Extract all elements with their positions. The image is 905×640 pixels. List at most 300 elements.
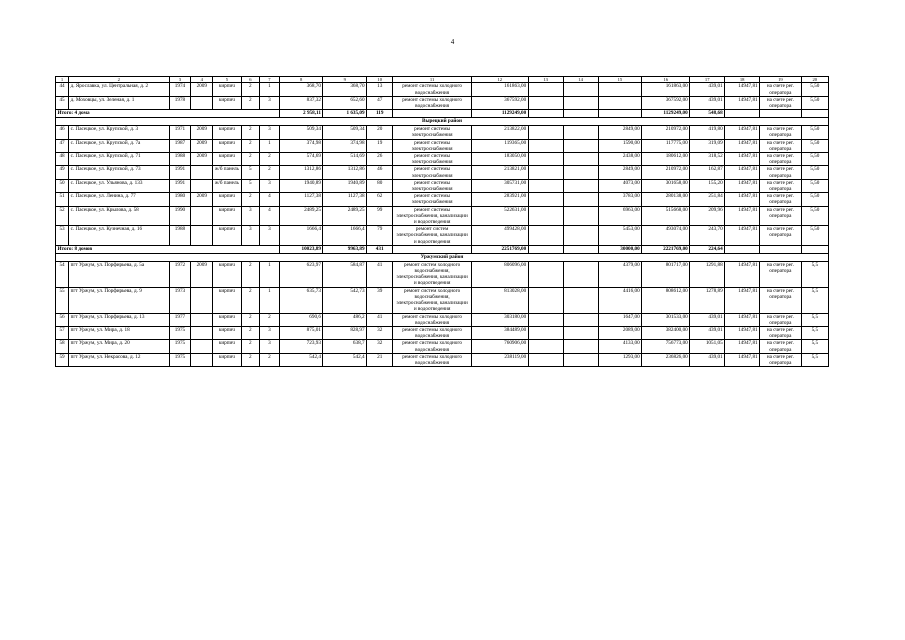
wall-material: кирпич: [213, 96, 241, 109]
year-renovated: [191, 226, 213, 246]
col-18: 14947,81: [725, 326, 760, 339]
column-number-18: 18: [725, 77, 760, 83]
fund-location: на счете рег. оператора: [760, 153, 801, 166]
year-built: 1988: [169, 153, 191, 166]
table-row: [56, 153, 829, 166]
district-row: [56, 118, 829, 126]
col-20: 5,5: [801, 340, 828, 353]
column-number-12: 12: [471, 77, 528, 83]
table-row: [56, 261, 829, 287]
total-area: 635,73: [279, 287, 323, 313]
row-number: 52: [56, 206, 69, 226]
row-number: 45: [56, 96, 69, 109]
wall-material: кирпич: [213, 326, 241, 339]
total-row: [56, 245, 829, 253]
col-16: 180612,00: [642, 153, 690, 166]
living-area: 2489,25: [323, 206, 367, 226]
col-15: 1590,00: [598, 139, 642, 152]
col-14: [563, 96, 598, 109]
col-16: 210972,00: [642, 166, 690, 179]
column-number-20: 20: [801, 77, 828, 83]
repair-cost: 384489,00: [471, 326, 528, 339]
total-cost: 1129249,00: [471, 110, 528, 118]
col-15: 3783,00: [598, 193, 642, 206]
col-15: 4073,00: [598, 179, 642, 192]
col-20: 5,50: [801, 139, 828, 152]
residents: 32: [367, 340, 393, 353]
address: с. Пасецкое, ул. Крылова, д. 58: [69, 206, 169, 226]
table-row: [56, 206, 829, 226]
col-20: 5,5: [801, 287, 828, 313]
row-number: 48: [56, 153, 69, 166]
col-17: 439,01: [690, 326, 725, 339]
floors: 2: [241, 313, 260, 326]
col-20: 5,5: [801, 313, 828, 326]
living-area: 374,98: [323, 139, 367, 152]
living-area: 368,70: [323, 83, 367, 96]
total-col-17: 224,64: [690, 245, 725, 253]
floors: 2: [241, 153, 260, 166]
residents: 26: [367, 153, 393, 166]
year-built: 1990: [169, 206, 191, 226]
wall-material: кирпич: [213, 340, 241, 353]
district-row: [56, 253, 829, 261]
living-area: 1666,4: [323, 226, 367, 246]
col-13: [528, 166, 563, 179]
residents: 32: [367, 326, 393, 339]
entrances: 1: [260, 83, 280, 96]
empty-cell: [393, 245, 472, 253]
table-row: [56, 179, 829, 192]
living-area: 486,2: [323, 313, 367, 326]
total-area: 542,4: [279, 353, 323, 366]
living-area: 514,69: [323, 153, 367, 166]
entrances: 2: [260, 353, 280, 366]
year-renovated: [191, 166, 213, 179]
residents: 21: [367, 353, 393, 366]
col-17: 251,84: [690, 193, 725, 206]
year-renovated: [191, 206, 213, 226]
col-13: [528, 83, 563, 96]
residents: 79: [367, 226, 393, 246]
address: с. Пасецкое, ул. Крупской, д. 3: [69, 126, 169, 139]
col-18: 14947,81: [725, 153, 760, 166]
table-row: [56, 126, 829, 139]
col-16: 117775,00: [642, 139, 690, 152]
col-13: [528, 126, 563, 139]
repair-work: ремонт системы электроснабжения: [393, 139, 472, 152]
floors: 5: [241, 166, 260, 179]
residents: 80: [367, 179, 393, 192]
col-17: 243,70: [690, 226, 725, 246]
floors: 2: [241, 326, 260, 339]
fund-location: на счете рег. оператора: [760, 83, 801, 96]
col-18: 14947,81: [725, 139, 760, 152]
col-18: 14947,81: [725, 206, 760, 226]
entrances: 3: [260, 226, 280, 246]
address: пгт Уржум, ул. Порфирьева, д. 13: [69, 313, 169, 326]
entrances: 2: [260, 153, 280, 166]
col-16: 367592,00: [642, 96, 690, 109]
col-18: 14947,81: [725, 261, 760, 287]
col-18: 14947,81: [725, 166, 760, 179]
year-built: 1991: [169, 166, 191, 179]
entrances: 4: [260, 193, 280, 206]
col-14: [563, 193, 598, 206]
total-area: 1312,86: [279, 166, 323, 179]
residents: 19: [367, 139, 393, 152]
entrances: 1: [260, 261, 280, 287]
floors: 2: [241, 261, 260, 287]
col-17: 439,01: [690, 96, 725, 109]
table-row: [56, 226, 829, 246]
repair-cost: 303180,00: [471, 313, 528, 326]
col-18: 14947,81: [725, 313, 760, 326]
year-built: 1975: [169, 326, 191, 339]
repair-work: ремонт системы холодного водоснабжения: [393, 326, 472, 339]
total-col-16: 1129249,00: [642, 110, 690, 118]
district-name: Вырецкий район: [56, 118, 829, 126]
wall-material: кирпич: [213, 193, 241, 206]
year-renovated: [191, 353, 213, 366]
year-built: 1991: [169, 179, 191, 192]
total-label: Итого: 4 дома: [56, 110, 280, 118]
address: д. Ярославка, ул. Центральная, д. 2: [69, 83, 169, 96]
repair-work: ремонт системы электроснабжения: [393, 153, 472, 166]
col-18: 14947,81: [725, 179, 760, 192]
col-15: 2089,00: [598, 326, 642, 339]
total-living-area: 9963,89: [323, 245, 367, 253]
total-area: 690,6: [279, 313, 323, 326]
total-col-16: 2221769,00: [642, 245, 690, 253]
residents: 46: [367, 166, 393, 179]
year-built: 1975: [169, 353, 191, 366]
total-area: 1940,89: [279, 179, 323, 192]
repair-cost: 213821,00: [471, 166, 528, 179]
year-built: 1971: [169, 126, 191, 139]
col-16: 493074,00: [642, 226, 690, 246]
total-area: 374,98: [279, 139, 323, 152]
col-15: 6963,00: [598, 206, 642, 226]
residents: 47: [367, 96, 393, 109]
row-number: 56: [56, 313, 69, 326]
col-14: [563, 83, 598, 96]
col-15: 5453,00: [598, 226, 642, 246]
col-15: 2849,00: [598, 166, 642, 179]
col-18: 14947,81: [725, 96, 760, 109]
address: пгт Уржум, ул. Порфирьева, д. 5а: [69, 261, 169, 287]
total-residents: 119: [367, 110, 393, 118]
col-13: [528, 287, 563, 313]
entrances: 2: [260, 313, 280, 326]
repair-cost: 522631,00: [471, 206, 528, 226]
fund-location: на счете рег. оператора: [760, 353, 801, 366]
column-number-7: 7: [260, 77, 280, 83]
fund-location: на счете рег. оператора: [760, 226, 801, 246]
col-18: 14947,81: [725, 287, 760, 313]
fund-location: на счете рег. оператора: [760, 326, 801, 339]
total-area: 723,93: [279, 340, 323, 353]
col-17: 209,96: [690, 206, 725, 226]
col-20: 5,50: [801, 166, 828, 179]
living-area: 542,4: [323, 353, 367, 366]
column-number-8: 8: [279, 77, 323, 83]
floors: 2: [241, 353, 260, 366]
wall-material: ж/б панель: [213, 179, 241, 192]
col-20: 5,50: [801, 96, 828, 109]
floors: 2: [241, 96, 260, 109]
col-13: [528, 340, 563, 353]
col-16: 210972,00: [642, 126, 690, 139]
column-number-15: 15: [598, 77, 642, 83]
col-14: [563, 153, 598, 166]
column-number-17: 17: [690, 77, 725, 83]
fund-location: на счете рег. оператора: [760, 313, 801, 326]
floors: 2: [241, 139, 260, 152]
total-col-17: 548,68: [690, 110, 725, 118]
table-body: [56, 77, 829, 367]
year-built: 1978: [169, 96, 191, 109]
wall-material: кирпич: [213, 261, 241, 287]
year-renovated: 2009: [191, 261, 213, 287]
col-17: 419,80: [690, 126, 725, 139]
repair-work: ремонт системы электроснабжения: [393, 193, 472, 206]
empty-cell: [725, 245, 760, 253]
row-number: 55: [56, 287, 69, 313]
repair-cost: 283921,00: [471, 193, 528, 206]
year-built: 1973: [169, 287, 191, 313]
year-built: 1974: [169, 83, 191, 96]
repair-cost: 305731,00: [471, 179, 528, 192]
year-renovated: [191, 179, 213, 192]
col-20: 5,5: [801, 261, 828, 287]
col-18: 14947,81: [725, 226, 760, 246]
row-number: 59: [56, 353, 69, 366]
repair-cost: 213822,00: [471, 126, 528, 139]
column-number-5: 5: [213, 77, 241, 83]
table-row: [56, 353, 829, 366]
address: пгт Уржум, ул. Некрасова, д. 12: [69, 353, 169, 366]
column-number-6: 6: [241, 77, 260, 83]
repair-work: ремонт системы электроснабжения: [393, 166, 472, 179]
repair-cost: 238119,00: [471, 353, 528, 366]
col-13: [528, 153, 563, 166]
address: пгт Уржум, ул. Мира, д. 20: [69, 340, 169, 353]
wall-material: кирпич: [213, 153, 241, 166]
table-row: [56, 287, 829, 313]
col-17: 162,87: [690, 166, 725, 179]
row-number: 53: [56, 226, 69, 246]
col-17: 155,20: [690, 179, 725, 192]
repair-work: ремонт системы холодного водоснабжения: [393, 340, 472, 353]
wall-material: ж/б панель: [213, 166, 241, 179]
total-area: 509,34: [279, 126, 323, 139]
col-17: 439,01: [690, 353, 725, 366]
year-renovated: 2009: [191, 193, 213, 206]
table-row: [56, 193, 829, 206]
floors: 2: [241, 193, 260, 206]
col-17: 319,09: [690, 139, 725, 152]
empty-cell: [725, 110, 760, 118]
fund-location: на счете рег. оператора: [760, 126, 801, 139]
entrances: 3: [260, 126, 280, 139]
year-built: 1987: [169, 139, 191, 152]
repair-work: ремонт систем холодного водоснабжения, электроснабжения, канализации и водоотведения: [393, 261, 472, 287]
repair-cost: 161863,00: [471, 83, 528, 96]
fund-location: на счете рег. оператора: [760, 340, 801, 353]
repair-work: ремонт систем холодного водоснабжения, электроснабжения, канализации и водоотведения: [393, 287, 472, 313]
total-living-area: 1 635,09: [323, 110, 367, 118]
total-cost: 2251769,00: [471, 245, 528, 253]
col-13: [528, 261, 563, 287]
floors: 3: [241, 206, 260, 226]
residents: 13: [367, 83, 393, 96]
total-area: 1127,38: [279, 193, 323, 206]
floors: 5: [241, 179, 260, 192]
page-number: 4: [450, 38, 455, 46]
total-col-15: 30000,00: [598, 245, 642, 253]
repair-register-table: [55, 76, 829, 367]
living-area: 828,97: [323, 326, 367, 339]
col-14: [563, 353, 598, 366]
column-number-2: 2: [69, 77, 169, 83]
col-18: 14947,81: [725, 353, 760, 366]
col-14: [563, 313, 598, 326]
residents: 39: [367, 287, 393, 313]
year-renovated: 2009: [191, 126, 213, 139]
column-number-13: 13: [528, 77, 563, 83]
col-17: 1051,05: [690, 340, 725, 353]
year-built: 1980: [169, 193, 191, 206]
col-20: 5,50: [801, 193, 828, 206]
entrances: 3: [260, 340, 280, 353]
living-area: 1312,86: [323, 166, 367, 179]
col-16: 756773,00: [642, 340, 690, 353]
col-15: 2849,00: [598, 126, 642, 139]
year-renovated: 2009: [191, 153, 213, 166]
col-16: 382400,00: [642, 326, 690, 339]
col-13: [528, 326, 563, 339]
col-15: 4379,00: [598, 261, 642, 287]
year-renovated: [191, 340, 213, 353]
address: пгт Уржум, ул. Порфирьева, д. 9: [69, 287, 169, 313]
col-14: [563, 179, 598, 192]
column-number-16: 16: [642, 77, 690, 83]
col-17: 439,01: [690, 83, 725, 96]
column-number-4: 4: [191, 77, 213, 83]
col-13: [528, 179, 563, 192]
col-20: 5,5: [801, 353, 828, 366]
table-row: [56, 139, 829, 152]
year-renovated: [191, 96, 213, 109]
address: д. Моховцы, ул. Зеленая, д. 1: [69, 96, 169, 109]
total-area: 2 958,11: [279, 110, 323, 118]
fund-location: на счете рег. оператора: [760, 139, 801, 152]
year-built: 1975: [169, 340, 191, 353]
table-row: [56, 340, 829, 353]
repair-work: ремонт системы холодного водоснабжения: [393, 313, 472, 326]
table-row: [56, 166, 829, 179]
living-area: 1127,38: [323, 193, 367, 206]
entrances: 3: [260, 326, 280, 339]
col-13: [528, 96, 563, 109]
empty-cell: [528, 245, 563, 253]
empty-cell: [760, 245, 801, 253]
table-row: [56, 313, 829, 326]
table-row: [56, 326, 829, 339]
col-17: 1278,89: [690, 287, 725, 313]
total-area: 623,97: [279, 261, 323, 287]
repair-work: ремонт системы холодного водоснабжения: [393, 83, 472, 96]
col-20: 5,50: [801, 83, 828, 96]
col-14: [563, 166, 598, 179]
col-15: 1647,00: [598, 313, 642, 326]
living-area: 638,7: [323, 340, 367, 353]
address: с. Пасецкое, ул. Ульянова, д. 133: [69, 179, 169, 192]
year-built: 1988: [169, 226, 191, 246]
col-16: 236826,00: [642, 353, 690, 366]
col-16: 301658,00: [642, 179, 690, 192]
col-17: 439,01: [690, 313, 725, 326]
col-18: 14947,81: [725, 126, 760, 139]
entrances: 1: [260, 139, 280, 152]
district-name: Уржумский район: [56, 253, 829, 261]
col-16: 515668,00: [642, 206, 690, 226]
fund-location: на счете рег. оператора: [760, 206, 801, 226]
col-16: 161863,00: [642, 83, 690, 96]
total-area: 2489,25: [279, 206, 323, 226]
column-number-11: 11: [393, 77, 472, 83]
total-area: 368,70: [279, 83, 323, 96]
col-14: [563, 226, 598, 246]
year-renovated: [191, 313, 213, 326]
empty-cell: [563, 110, 598, 118]
fund-location: на счете рег. оператора: [760, 166, 801, 179]
table-row: [56, 83, 829, 96]
empty-cell: [760, 110, 801, 118]
residents: 62: [367, 193, 393, 206]
year-built: 1972: [169, 261, 191, 287]
residents: 99: [367, 206, 393, 226]
residents: 41: [367, 313, 393, 326]
floors: 2: [241, 126, 260, 139]
col-16: 801717,00: [642, 261, 690, 287]
repair-cost: 499428,00: [471, 226, 528, 246]
repair-work: ремонт системы холодного водоснабжения: [393, 353, 472, 366]
col-13: [528, 313, 563, 326]
repair-work: ремонт системы электроснабжения: [393, 126, 472, 139]
col-15: 4133,00: [598, 340, 642, 353]
row-number: 54: [56, 261, 69, 287]
col-15: [598, 96, 642, 109]
living-area: 509,34: [323, 126, 367, 139]
fund-location: на счете рег. оператора: [760, 287, 801, 313]
address: с. Пасецкое, ул. Ленина, д. 77: [69, 193, 169, 206]
col-18: 14947,81: [725, 83, 760, 96]
row-number: 50: [56, 179, 69, 192]
year-renovated: [191, 326, 213, 339]
empty-cell: [563, 245, 598, 253]
column-number-1: 1: [56, 77, 69, 83]
repair-cost: 367592,00: [471, 96, 528, 109]
col-15: [598, 83, 642, 96]
col-14: [563, 126, 598, 139]
living-area: 1940,89: [323, 179, 367, 192]
wall-material: кирпич: [213, 313, 241, 326]
address: с. Пасецкое, ул. Крупской, д. 73: [69, 166, 169, 179]
col-16: 808612,00: [642, 287, 690, 313]
wall-material: кирпич: [213, 353, 241, 366]
